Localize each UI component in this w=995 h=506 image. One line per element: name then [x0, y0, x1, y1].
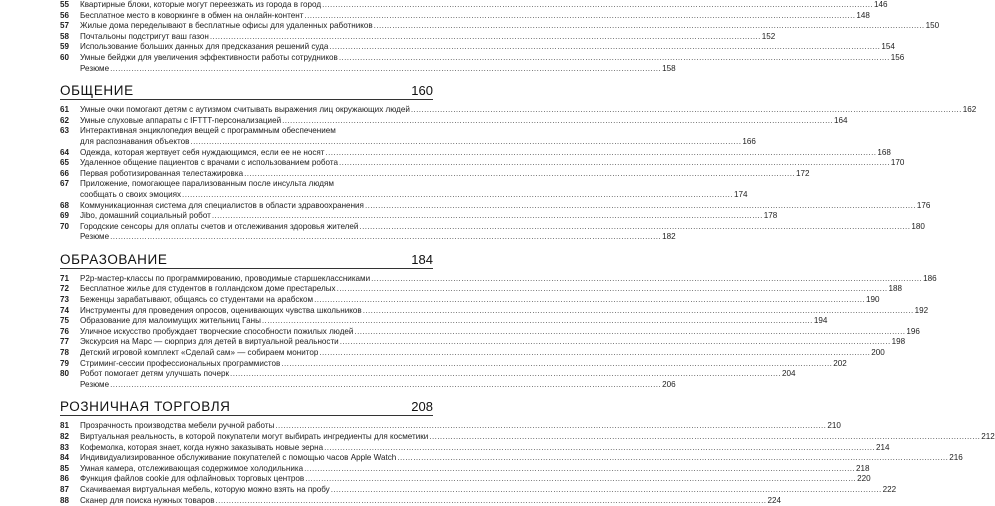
toc-entry[interactable] — [60, 31, 776, 43]
toc-entry[interactable] — [60, 463, 870, 475]
dot-leader — [319, 348, 870, 359]
toc-entry[interactable] — [60, 21, 940, 32]
dot-leader — [322, 0, 873, 11]
entry-page-number: 196 — [906, 326, 920, 336]
entry-title: Детский игровой комплект «Сделай сам» — собираем монитор — [80, 348, 319, 358]
toc-entry[interactable] — [60, 326, 920, 338]
toc-entry[interactable] — [60, 211, 778, 222]
entry-page-number: 190 — [866, 295, 880, 305]
toc-entry[interactable] — [60, 316, 828, 327]
entry-title: Кофемолка, которая знает, когда нужно заказывать новые зерна — [80, 442, 324, 452]
entry-title: Городские сенсоры для оплаты счетов и отслеживания здоровья жителей — [80, 221, 359, 231]
toc-entry[interactable] — [60, 52, 905, 64]
toc-entry[interactable] — [60, 295, 880, 306]
entry-page-number: 150 — [925, 21, 940, 31]
entry-number: 77 — [60, 337, 70, 347]
entry-title: Одежда, которая жертвует себя нуждающимся, если ее не носят — [80, 147, 325, 157]
entry-page-number: 154 — [881, 42, 895, 52]
entry-page-number: 174 — [733, 189, 748, 199]
entry-number: 85 — [60, 463, 70, 473]
entry-title: Резюме — [80, 63, 110, 73]
dot-leader — [275, 421, 826, 432]
toc-entry[interactable] — [60, 421, 841, 432]
dot-leader — [371, 274, 922, 285]
entry-page-number: 158 — [662, 63, 676, 73]
entry-page-number: 188 — [888, 284, 903, 294]
toc-entry[interactable] — [60, 284, 903, 295]
dot-leader — [305, 474, 856, 485]
dot-leader — [429, 432, 980, 443]
entry-title: Приложение, помогающее парализованным после инсульта людям — [80, 179, 334, 189]
entry-title: Использование больших данных для предсказания решений суда — [80, 42, 329, 52]
dot-leader — [324, 443, 875, 454]
toc-entry[interactable] — [60, 63, 676, 75]
toc-entry[interactable] — [60, 484, 897, 496]
entry-number: 81 — [60, 421, 70, 431]
entry-number: 71 — [60, 273, 70, 283]
entry-page-number: 214 — [876, 442, 890, 452]
entry-page-number: 186 — [923, 273, 937, 283]
dot-leader — [365, 201, 916, 212]
entry-title: Умные бейджи для увеличения эффективности работы сотрудников — [80, 52, 338, 62]
entry-title: Первая роботизированная телестажировка — [80, 168, 244, 178]
section-title: ОБЩЕНИЕ — [60, 83, 134, 99]
entry-title: Жилые дома переделывают в бесплатные офисы для удаленных работников — [80, 21, 373, 31]
entry-number: 88 — [60, 495, 70, 505]
entry-number: 87 — [60, 484, 70, 494]
section-title: РОЗНИЧНАЯ ТОРГОВЛЯ — [60, 399, 231, 415]
toc-entry[interactable] — [60, 369, 796, 380]
entry-page-number: 202 — [833, 358, 847, 368]
entry-page-number: 162 — [962, 105, 977, 115]
entry-page-number: 166 — [742, 136, 756, 146]
section-header — [60, 399, 433, 416]
entry-page-number: 206 — [662, 379, 676, 389]
toc-entry[interactable] — [60, 136, 756, 148]
entry-page-number: 224 — [767, 495, 781, 505]
dot-leader — [304, 11, 855, 22]
entry-number: 57 — [60, 21, 70, 31]
section-title: ОБРАЗОВАНИЕ — [60, 251, 168, 267]
entry-number: 70 — [60, 221, 70, 231]
entry-page-number: 180 — [911, 221, 925, 231]
entry-page-number: 220 — [857, 474, 871, 484]
entry-page-number: 182 — [662, 232, 676, 242]
toc-entry[interactable] — [60, 432, 995, 443]
toc-entry[interactable] — [60, 474, 871, 485]
entry-page-number: 164 — [834, 115, 848, 125]
entry-number: 65 — [60, 158, 70, 168]
dot-leader — [359, 222, 910, 233]
entry-title: Бесплатное место в коворкинге в обмен на онлайн-контент — [80, 10, 304, 20]
toc-entry[interactable] — [60, 158, 905, 169]
entry-page-number: 172 — [796, 168, 810, 178]
entry-number: 79 — [60, 358, 70, 368]
dot-leader — [339, 158, 890, 169]
entry-number: 58 — [60, 31, 70, 41]
entry-title: Беженцы зарабатывают, общаясь со студентами на арабском — [80, 295, 314, 305]
entry-number: 59 — [60, 42, 70, 52]
dot-leader — [374, 21, 925, 32]
toc-entry[interactable] — [60, 10, 870, 22]
dot-leader — [363, 306, 914, 317]
dot-leader — [354, 327, 905, 338]
dot-leader — [304, 464, 855, 475]
entry-title: Умная камера, отслеживающая содержимое холодильника — [80, 463, 304, 473]
entry-number: 55 — [60, 0, 70, 9]
dot-leader — [182, 190, 733, 201]
entry-title: Образование для малоимущих жительниц Ганы — [80, 316, 261, 326]
entry-page-number: 156 — [890, 52, 905, 62]
section-header — [60, 252, 433, 269]
toc-entry[interactable] — [60, 147, 891, 159]
toc-entry[interactable] — [60, 189, 748, 201]
entry-number: 74 — [60, 305, 70, 315]
toc-entry[interactable] — [60, 453, 963, 464]
entry-page-number: 210 — [827, 421, 841, 431]
entry-title: Резюме — [80, 379, 110, 389]
entry-number: 64 — [60, 147, 70, 157]
entry-page-number: 178 — [763, 211, 778, 221]
dot-leader — [244, 169, 795, 180]
table-of-contents — [60, 0, 995, 506]
toc-entry[interactable] — [60, 358, 847, 370]
entry-title: Стриминг-сессии профессиональных программистов — [80, 358, 281, 368]
dot-leader — [110, 232, 661, 243]
entry-number: 80 — [60, 369, 70, 379]
entry-page-number: 148 — [856, 10, 870, 20]
entry-page-number: 212 — [981, 432, 995, 441]
entry-title: Резюме — [80, 232, 110, 242]
toc-entry[interactable] — [60, 495, 781, 506]
dot-leader — [230, 369, 781, 380]
entry-number: 66 — [60, 168, 70, 178]
entry-number: 84 — [60, 453, 70, 463]
toc-entry[interactable] — [60, 337, 906, 348]
entry-title: Сканер для поиска нужных товаров — [80, 495, 215, 505]
entry-title: Jibo, домашний социальный робот — [80, 211, 211, 221]
toc-entry[interactable] — [60, 105, 977, 116]
toc-entry[interactable] — [60, 379, 676, 391]
dot-leader — [281, 359, 832, 370]
dot-leader — [339, 53, 890, 64]
entry-number: 63 — [60, 126, 70, 136]
entry-page-number: 198 — [891, 337, 906, 347]
entry-number: 69 — [60, 211, 70, 221]
entry-number: 67 — [60, 179, 70, 189]
entry-title: Прозрачность производства мебели ручной работы — [80, 421, 275, 431]
entry-title: Коммуникационная система для специалистов в области здравоохранения — [80, 200, 364, 210]
entry-number: 75 — [60, 316, 70, 326]
entry-title: Удаленное общение пациентов с врачами с использованием робота — [80, 158, 338, 168]
entry-page-number: 200 — [871, 348, 885, 358]
entry-number: 72 — [60, 284, 70, 294]
toc-entry[interactable] — [60, 305, 929, 317]
entry-page-number: 218 — [856, 463, 870, 473]
entry-page-number: 170 — [890, 158, 905, 168]
entry-title: Экскурсия на Марс — сюрприз для детей в виртуальной реальности — [80, 337, 339, 347]
entry-number: 78 — [60, 348, 70, 358]
toc-entry[interactable] — [60, 168, 810, 180]
dot-leader — [190, 137, 741, 148]
section-header — [60, 83, 433, 100]
entry-title: Интерактивная энциклопедия вещей с программным обеспечением — [80, 126, 336, 136]
dot-leader — [314, 295, 865, 306]
toc-entry[interactable] — [60, 115, 848, 127]
dot-leader — [262, 316, 813, 327]
entry-title: Скачиваемая виртуальная мебель, которую можно взять на пробу — [80, 484, 330, 494]
toc-entry[interactable] — [60, 221, 925, 233]
entry-title: Почтальоны подстригут ваш газон — [80, 31, 209, 41]
toc-entry[interactable] — [60, 200, 931, 212]
toc-entry[interactable] — [60, 179, 433, 190]
entry-page-number: 216 — [949, 453, 963, 463]
entry-number: 62 — [60, 115, 70, 125]
entry-title: Робот помогает детям улучшать почерк — [80, 369, 230, 379]
dot-leader — [212, 211, 763, 222]
entry-page-number: 176 — [916, 200, 931, 210]
entry-page-number: 222 — [882, 484, 897, 494]
entry-page-number: 194 — [813, 316, 828, 326]
dot-leader — [411, 105, 962, 116]
entry-title: P2p-мастер-классы по программированию, проводимые старшеклассниками — [80, 273, 371, 283]
section-page-number: 184 — [411, 251, 433, 267]
dot-leader — [325, 148, 876, 159]
entry-number: 73 — [60, 295, 70, 305]
dot-leader — [210, 32, 761, 43]
section-page-number: 208 — [411, 399, 433, 415]
entry-page-number: 146 — [874, 0, 888, 9]
dot-leader — [110, 64, 661, 75]
entry-title: сообщать о своих эмоциях — [80, 189, 182, 199]
toc-entry[interactable] — [60, 442, 890, 454]
entry-title: Индивидуализированное обслуживание покупателей с помощью часов Apple Watch — [80, 453, 397, 463]
entry-page-number: 204 — [781, 369, 796, 379]
entry-page-number: 168 — [877, 147, 891, 157]
toc-entry[interactable] — [60, 42, 895, 53]
toc-entry[interactable] — [60, 126, 433, 137]
entry-title: для распознавания объектов — [80, 136, 190, 146]
dot-leader — [397, 453, 948, 464]
entry-number: 61 — [60, 105, 70, 115]
dot-leader — [340, 337, 891, 348]
entry-title: Инструменты для проведения опросов, оценивающих чувства школьников — [80, 305, 362, 315]
toc-entry[interactable] — [60, 232, 676, 243]
entry-title: Виртуальная реальность, в которой покупатели могут выбирать ингредиенты для косметики — [80, 432, 429, 441]
toc-entry[interactable] — [60, 348, 885, 359]
dot-leader — [337, 284, 888, 295]
entry-number: 56 — [60, 10, 70, 20]
entry-title: Умные слуховые аппараты с IFTTT-персонализацией — [80, 115, 282, 125]
section-page-number: 160 — [411, 83, 433, 99]
entry-title: Умные очки помогают детям с аутизмом считывать выражения лиц окружающих людей — [80, 105, 410, 115]
entry-page-number: 152 — [761, 31, 776, 41]
entry-title: Функция файлов cookie для офлайновых торговых центров — [80, 474, 305, 484]
entry-title: Уличное искусство пробуждает творческие способности пожилых людей — [80, 326, 354, 336]
entry-title: Квартирные блоки, которые могут переезжать из города в город — [80, 0, 322, 9]
dot-leader — [329, 42, 880, 53]
entry-title: Бесплатное жилье для студентов в голландском доме престарелых — [80, 284, 336, 294]
dot-leader — [110, 380, 661, 391]
entry-page-number: 192 — [914, 305, 929, 315]
dot-leader — [331, 485, 882, 496]
dot-leader — [282, 116, 833, 127]
toc-entry[interactable] — [60, 0, 888, 11]
entry-number: 82 — [60, 432, 70, 441]
entry-number: 76 — [60, 326, 70, 336]
dot-leader — [216, 496, 767, 506]
toc-entry[interactable] — [60, 273, 937, 285]
entry-number: 83 — [60, 442, 70, 452]
entry-number: 60 — [60, 52, 70, 62]
entry-number: 68 — [60, 200, 70, 210]
entry-number: 86 — [60, 474, 70, 484]
